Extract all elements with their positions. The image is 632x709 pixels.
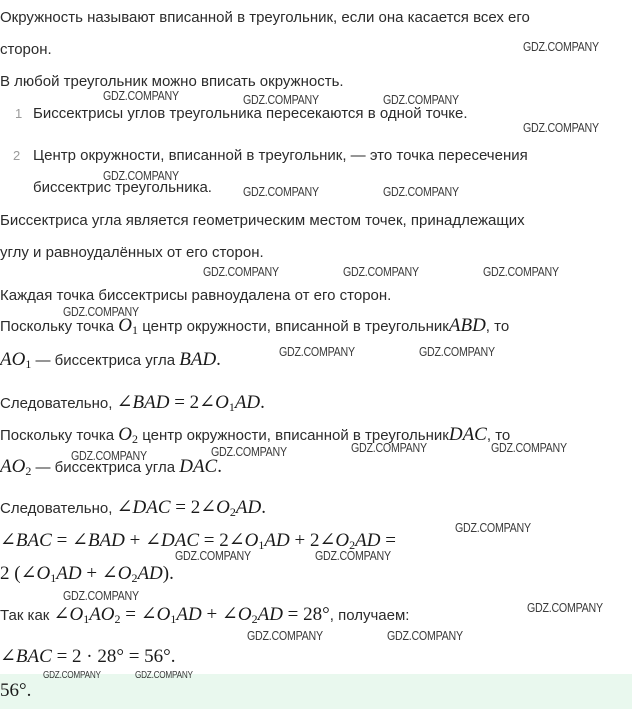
list-item-continued: биссектрис треугольника. [33,179,212,196]
watermark: GDZ.COMPANY [351,440,427,455]
text-line: Поскольку точка $O_1$ центр окружности, вписанной в треугольникABD, то [0,315,510,337]
watermark: GDZ.COMPANY [483,264,559,279]
answer-value: 56°. [0,680,32,701]
watermark: GDZ.COMPANY [63,304,139,319]
text-line: углу и равноудалённых от его сторон. [0,244,264,261]
watermark: GDZ.COMPANY [387,628,463,643]
watermark: GDZ.COMPANY [383,184,459,199]
list-item: Биссектрисы углов треугольника пересекаются в одной точке. [33,105,468,122]
text-line: Каждая точка биссектрисы равноудалена от его сторон. [0,287,392,304]
math-line: Следовательно, ∠DAC = $2\angle O_2AD$. [0,497,266,519]
text-line: $AO_1$ — биссектриса угла BAD. [0,349,221,371]
math-line: 2 ($\angle O_1AD$ + $\angle O_2AD$). [0,563,174,585]
watermark: GDZ.COMPANY [103,168,179,183]
math-line: ∠BAC = ∠BAD + ∠DAC = $2\angle O_1AD$ + $2\angle O_2AD$ = [0,530,396,552]
watermark: GDZ.COMPANY [491,440,567,455]
text-line: Окружность называют вписанной в треугольник, если она касается всех его [0,9,530,26]
list-number: 1 [15,106,23,121]
watermark: GDZ.COMPANY [523,39,599,54]
math-line: ∠BAC = 2 · 28° = 56°. [0,646,176,667]
watermark: GDZ.COMPANY [523,120,599,135]
watermark: GDZ.COMPANY [315,548,391,563]
watermark: GDZ.COMPANY [203,264,279,279]
text-line: Поскольку точка $O_2$ центр окружности, вписанной в треугольникDAC, то [0,424,511,446]
list-item: Центр окружности, вписанной в треугольник, — это точка пересечения [33,147,528,164]
watermark: GDZ.COMPANY [343,264,419,279]
text-line: сторон. [0,41,52,58]
watermark: GDZ.COMPANY [243,92,319,107]
list-number: 2 [13,148,21,163]
math-line: Так как $\angle O_1AO_2$ = $\angle O_1AD$ + $\angle O_2AD = 28^\circ$, получаем: [0,604,410,626]
watermark: GDZ.COMPANY [135,670,193,681]
watermark: GDZ.COMPANY [103,88,179,103]
text-line: В любой треугольник можно вписать окружность. [0,73,344,90]
watermark: GDZ.COMPANY [455,520,531,535]
text-line: Биссектриса угла является геометрическим местом точек, принадлежащих [0,212,525,229]
watermark: GDZ.COMPANY [419,344,495,359]
watermark: GDZ.COMPANY [43,670,101,681]
watermark: GDZ.COMPANY [175,548,251,563]
watermark: GDZ.COMPANY [247,628,323,643]
watermark: GDZ.COMPANY [527,600,603,615]
watermark: GDZ.COMPANY [211,444,287,459]
watermark: GDZ.COMPANY [63,588,139,603]
watermark: GDZ.COMPANY [279,344,355,359]
watermark: GDZ.COMPANY [383,92,459,107]
watermark: GDZ.COMPANY [71,448,147,463]
watermark: GDZ.COMPANY [243,184,319,199]
text-line: $AO_2$ — биссектриса угла DAC. [0,456,222,478]
math-line: Следовательно, ∠BAD = $2\angle O_1AD$. [0,392,265,414]
